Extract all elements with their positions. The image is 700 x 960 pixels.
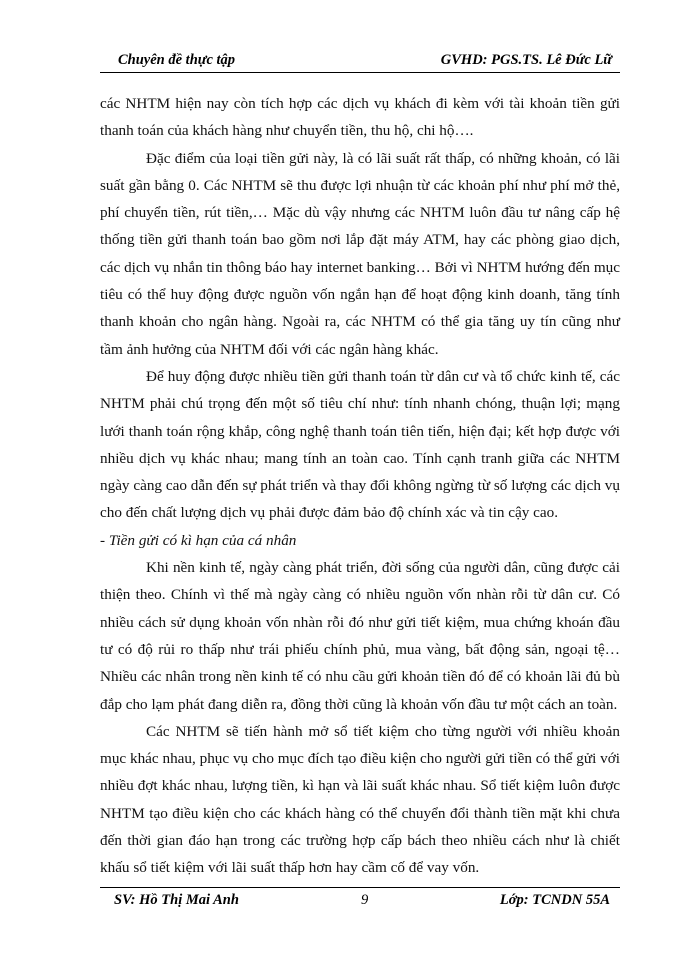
footer-class: Lớp: TCNDN 55A	[499, 892, 610, 908]
paragraph-continuation: các NHTM hiện nay còn tích hợp các dịch vụ khách đi kèm với tài khoản tiền gửi thanh toán của khách hàng như chuyển tiền, thu hộ, chi hộ….	[100, 95, 620, 140]
subheading: - Tiền gửi có kì hạn của cá nhân	[100, 531, 297, 549]
document-body	[100, 90, 620, 882]
footer-divider	[100, 887, 620, 888]
header-divider	[100, 72, 620, 73]
header-advisor: GVHD: PGS.TS. Lê Đức Lữ	[440, 52, 612, 68]
page-footer	[100, 890, 620, 912]
footer-student: SV: Hồ Thị Mai Anh	[114, 892, 239, 908]
header-topic: Chuyên đề thực tập	[118, 52, 236, 68]
paragraph: Đặc điểm của loại tiền gửi này, là có lãi suất rất thấp, có những khoản, có lãi suất gần bằng 0. Các NHTM sẽ thu được lợi nhuận từ các khoản phí như phí mở thẻ, phí chuyển tiền, rút tiền,… Mặc dù vậy nhưng các NHTM luôn đầu tư nâng cấp hệ thống tiền gửi thanh toán bao gồm nơi lắp đặt máy ATM, hay các phòng giao dịch, các dịch vụ nhắn tin thông báo hay internet banking… Bởi vì NHTM hướng đến mục tiêu có thể huy động được nguồn vốn ngắn hạn để hoạt động kinh doanh, tăng tính thanh khoản cho ngân hàng. Ngoài ra, các NHTM có thể gia tăng uy tín cũng như tầm ảnh hưởng của NHTM đối với các ngân hàng khác.	[100, 149, 620, 358]
page-number: 9	[361, 892, 369, 908]
paragraph: Khi nền kinh tế, ngày càng phát triển, đời sống của người dân, cũng được cải thiện theo. Chính vì thế mà ngày càng có nhiều nguồn vốn nhàn rỗi từ dân cư. Có nhiều cách sử dụng khoản vốn nhàn rỗi đó như gửi tiết kiệm, mua chứng khoán đầu tư có độ rủi ro thấp như trái phiếu chính phủ, mua vàng, bất động sản, ngoại tệ… Nhiều các nhân trong nền kinh tế có nhu cầu gửi khoản tiền đó để có khoản lãi đủ bù đắp cho lạm phát đang diễn ra, đồng thời cũng là khoản vốn đầu tư một cách an toàn.	[100, 559, 620, 713]
page-header	[100, 50, 620, 72]
paragraph: Để huy động được nhiều tiền gửi thanh toán từ dân cư và tổ chức kinh tế, các NHTM phải chú trọng đến một số tiêu chí như: tính nhanh chóng, thuận lợi; mạng lưới thanh toán rộng khắp, công nghệ thanh toán tiên tiến, hiện đại; kết hợp được với nhiều dịch vụ khác nhau; mang tính an toàn cao. Tính cạnh tranh giữa các NHTM ngày càng cao dẫn đến sự phát triển và thay đổi không ngừng từ số lượng các dịch vụ cho đến chất lượng dịch vụ phải được đảm bảo độ chính xác và tin cậy cao.	[100, 367, 620, 522]
paragraph: Các NHTM sẽ tiến hành mở sổ tiết kiệm cho từng người với nhiều khoản mục khác nhau, phục vụ cho mục đích tạo điều kiện cho người gửi tiền có thể gửi với nhiều đợt khác nhau, lượng tiền, kì hạn và lãi suất khác nhau. Sổ tiết kiệm luôn được NHTM tạo điều kiện cho các khách hàng có thể chuyển đổi thành tiền mặt khi chưa đến thời gian đáo hạn trong các trường hợp cấp bách theo nhiều cách như là chiết khấu sổ tiết kiệm với lãi suất thấp hơn hay cầm cố để vay vốn.	[100, 722, 620, 877]
